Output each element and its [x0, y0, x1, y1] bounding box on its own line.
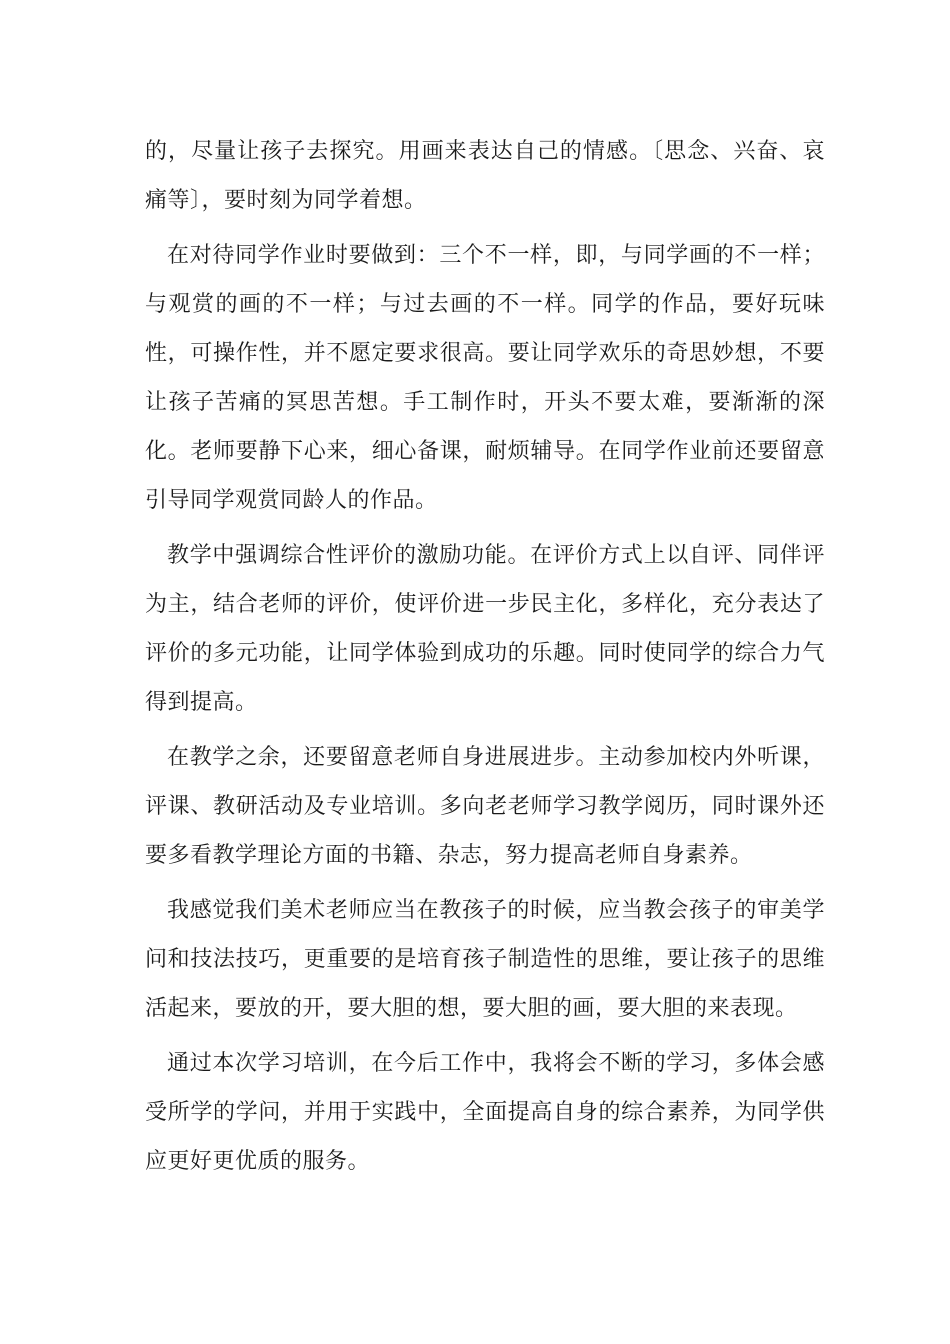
paragraph-6: 通过本次学习培训，在今后工作中，我将会不断的学习，多体会感受所学的学问，并用于实践中，全面提高自身的综合素养，为同学供应更好更优质的服务。	[145, 1051, 825, 1174]
paragraph-3: 教学中强调综合性评价的激励功能。在评价方式上以自评、同伴评为主，结合老师的评价，使评价进一步民主化，多样化，充分表达了评价的多元功能，让同学体验到成功的乐趣。同时使同学的综合力气得到提高。	[145, 543, 825, 715]
paragraph-5: 我感觉我们美术老师应当在教孩子的时候，应当教会孩子的审美学问和技法技巧，更重要的是培育孩子制造性的思维，要让孩子的思维活起来，要放的开，要大胆的想，要大胆的画，要大胆的来表现。	[145, 898, 825, 1021]
paragraph-2: 在对待同学作业时要做到：三个不一样，即，与同学画的不一样；与观赏的画的不一样；与过去画的不一样。同学的作品，要好玩味性，可操作性，并不愿定要求很高。要让同学欢乐的奇思妙想，不要让孩子苦痛的冥思苦想。手工制作时，开头不要太难，要渐渐的深化。老师要静下心来，细心备课，耐烦辅导。在同学作业前还要留意引导同学观赏同龄人的作品。	[145, 243, 825, 513]
document-body	[145, 127, 825, 1186]
paragraph-1: 的，尽量让孩子去探究。用画来表达自己的情感。〔思念、兴奋、哀痛等〕，要时刻为同学着想。	[145, 139, 825, 213]
paragraph-4: 在教学之余，还要留意老师自身进展进步。主动参加校内外听课，评课、教研活动及专业培训。多向老老师学习教学阅历，同时课外还要多看教学理论方面的书籍、杂志，努力提高老师自身素养。	[145, 745, 825, 868]
